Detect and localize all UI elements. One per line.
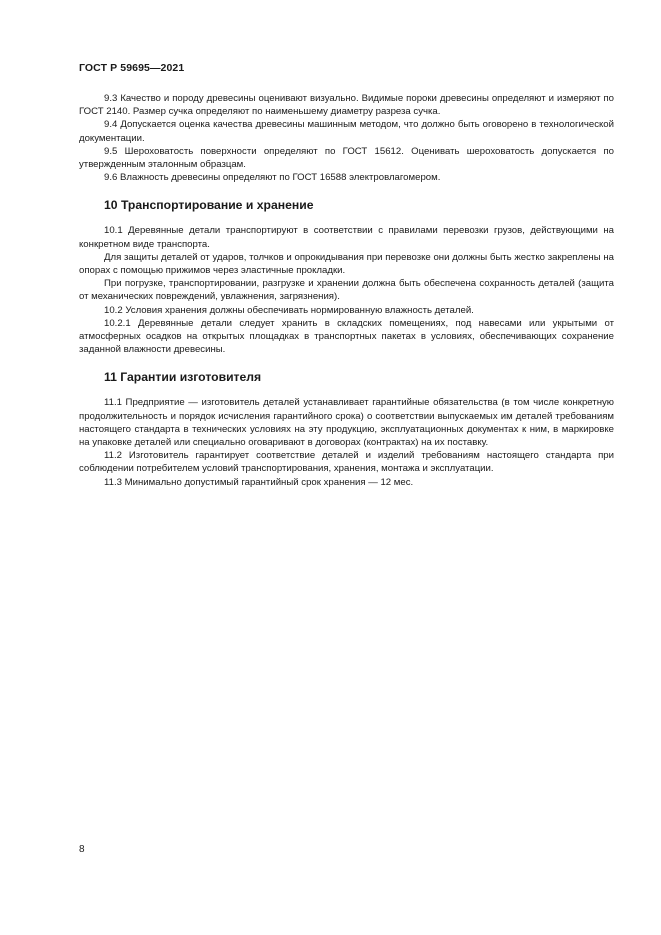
page-number: 8 — [79, 844, 85, 855]
document-body — [79, 92, 614, 489]
paragraph-11-1: 11.1 Предприятие — изготовитель деталей устанавливает гарантийные обязательства (в том числе конкретную продолжительность и порядок исчисления гарантийного срока) о соответствии выпускаемых им деталей требованиям настоящего стандарта в технических условиях на эту продукцию, эксплуатационных документах к ним, в маркировке на упаковке деталей или специально оговаривают в договорах (контрактах) на их поставку. — [79, 397, 614, 449]
paragraph-11-3: 11.3 Минимально допустимый гарантийный срок хранения — 12 мес. — [104, 476, 414, 488]
section-11-heading: 11 Гарантии изготовителя — [104, 370, 262, 385]
paragraph-9-3: 9.3 Качество и породу древесины оценивают визуально. Видимые пороки древесины определяют и измеряют по ГОСТ 2140. Размер сучка определяют по наименьшему диаметру разреза сучка. — [79, 93, 614, 118]
document-header-code: ГОСТ Р 59695—2021 — [79, 62, 185, 74]
paragraph-10-2: 10.2 Условия хранения должны обеспечивать нормированную влажность деталей. — [104, 304, 474, 316]
paragraph-10-2-1: 10.2.1 Деревянные детали следует хранить в складских помещениях, под навесами или укрытыми от атмосферных осадков на открытых площадках в транспортных пакетах в условиях, обеспечивающих сохранение заданной влажности древесины. — [79, 317, 614, 356]
section-10-heading: 10 Транспортирование и хранение — [104, 198, 314, 213]
paragraph-11-2: 11.2 Изготовитель гарантирует соответствие деталей и изделий требованиям настоящего стандарта при соблюдении потребителем условий транспортирования, хранения, монтажа и эксплуатации. — [79, 450, 614, 475]
paragraph-9-4: 9.4 Допускается оценка качества древесины машинным методом, что должно быть оговорено в технологической документации. — [79, 119, 614, 144]
paragraph-10-1-loading: При погрузке, транспортировании, разгрузке и хранении должна быть обеспечена сохранность деталей (защита от механических повреждений, увлажнения, загрязнения). — [79, 278, 614, 303]
paragraph-9-6: 9.6 Влажность древесины определяют по ГОСТ 16588 электровлагомером. — [104, 172, 441, 184]
paragraph-10-1: 10.1 Деревянные детали транспортируют в соответствии с правилами перевозки грузов, действующими на конкретном виде транспорта. — [79, 225, 614, 250]
paragraph-10-1-protection: Для защиты деталей от ударов, толчков и опрокидывания при перевозке они должны быть жестко закреплены на опорах с помощью прижимов через эластичные прокладки. — [79, 251, 614, 277]
paragraph-9-5: 9.5 Шероховатость поверхности определяют по ГОСТ 15612. Оценивать шероховатость допускается по утвержденным эталонным образцам. — [79, 145, 614, 171]
